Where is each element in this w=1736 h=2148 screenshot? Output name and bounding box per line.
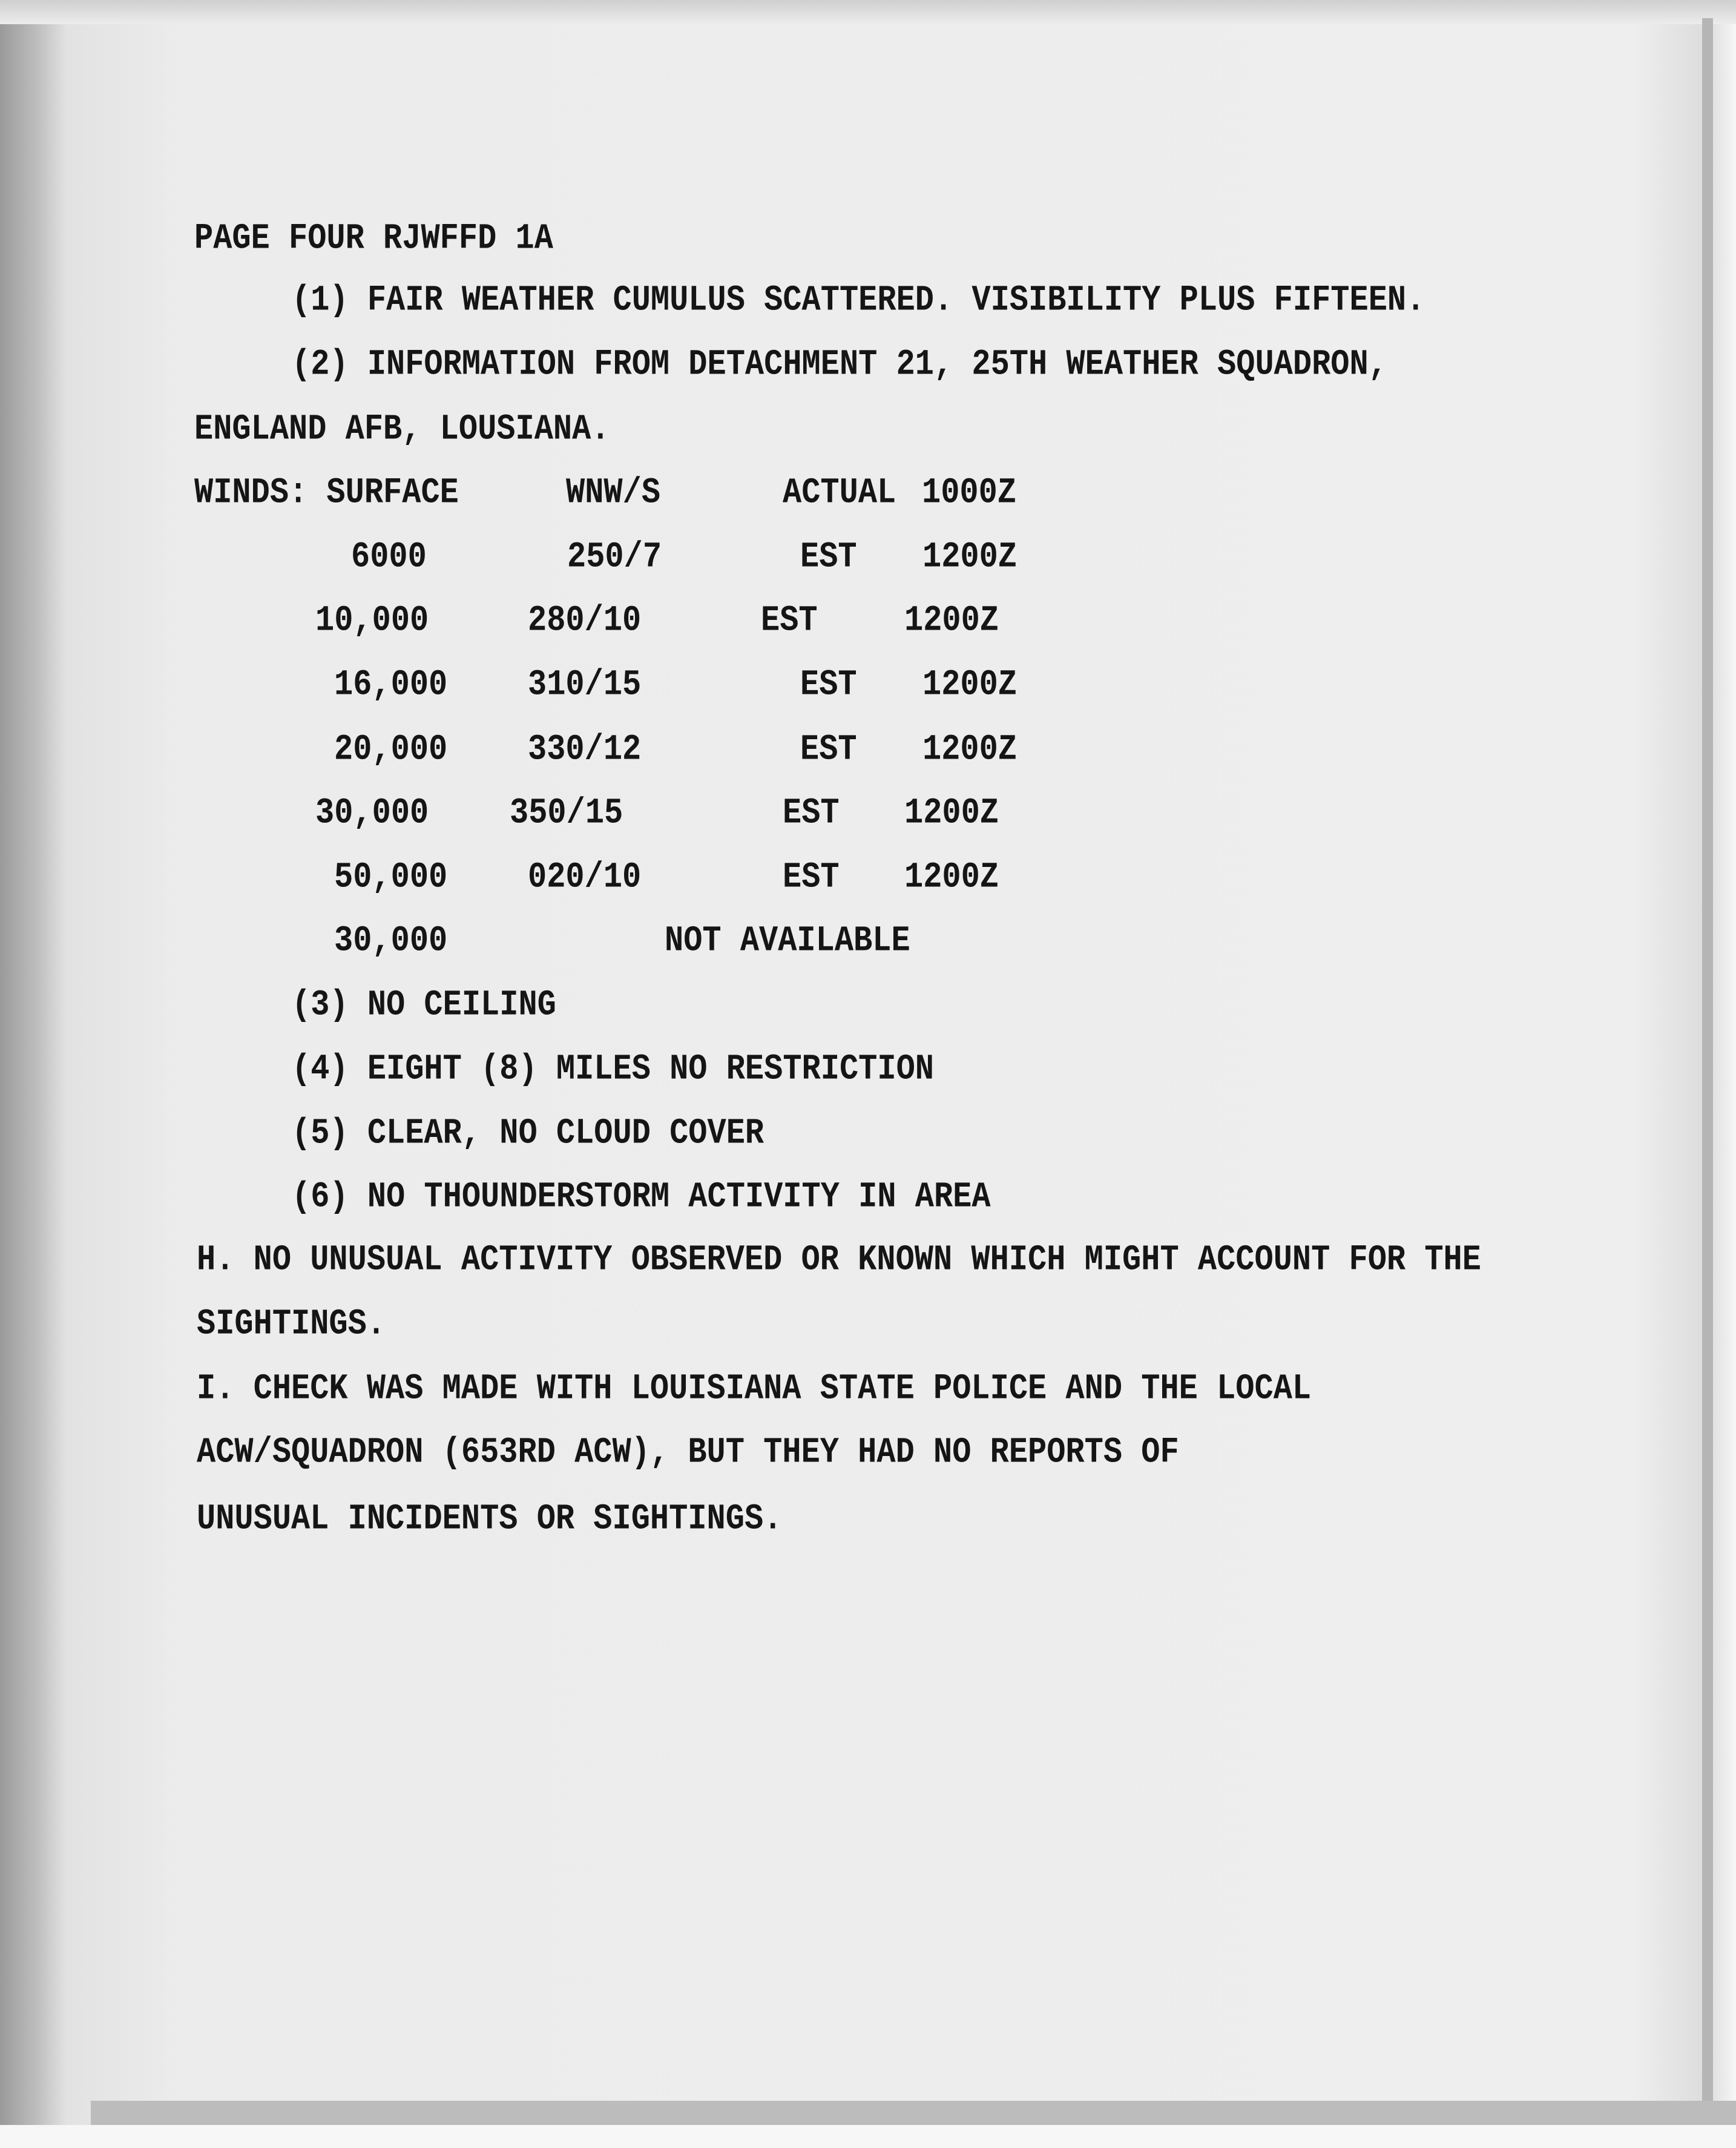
wind-time: 1200Z (904, 857, 999, 898)
wind-time: 1200Z (904, 792, 999, 834)
wind-altitude: 30,000 (334, 920, 448, 961)
page-header: PAGE FOUR RJWFFD 1A (194, 218, 553, 259)
wind-altitude: 30,000 (315, 792, 429, 834)
photo-edge-top (0, 0, 1736, 24)
item-1: (1) FAIR WEATHER CUMULUS SCATTERED. VISIBILITY PLUS FIFTEEN. (292, 280, 1425, 321)
wind-time: 1200Z (922, 729, 1018, 770)
wind-dir-speed: 280/10 (528, 600, 642, 641)
wind-type: EST (800, 536, 857, 578)
wind-altitude: 10,000 (315, 600, 429, 641)
section-i-line-1: I. CHECK WAS MADE WITH LOUISIANA STATE POLICE AND THE LOCAL (197, 1368, 1312, 1409)
winds-dir-speed: WNW/S (566, 472, 661, 513)
winds-type: ACTUAL (783, 472, 896, 513)
item-3: (3) NO CEILING (292, 984, 556, 1026)
item-5: (5) CLEAR, NO CLOUD COVER (292, 1113, 764, 1154)
photo-margin-bottom (0, 2125, 1736, 2148)
wind-dir-speed: 250/7 (567, 536, 662, 578)
winds-label: WINDS: SURFACE (194, 472, 459, 513)
wind-altitude: 16,000 (334, 664, 448, 705)
section-i-line-3: UNUSUAL INCIDENTS OR SIGHTINGS. (197, 1498, 783, 1540)
item-2-line-2: ENGLAND AFB, LOUSIANA. (194, 409, 610, 450)
item-6: (6) NO THOUNDERSTORM ACTIVITY IN AREA (292, 1176, 991, 1217)
wind-status: NOT AVAILABLE (665, 920, 910, 961)
wind-type: EST (800, 664, 857, 705)
wind-type: EST (761, 600, 818, 641)
item-4: (4) EIGHT (8) MILES NO RESTRICTION (292, 1049, 934, 1090)
wind-type: EST (783, 857, 840, 898)
wind-dir-speed: 020/10 (528, 857, 642, 898)
item-2-line-1: (2) INFORMATION FROM DETACHMENT 21, 25TH WEATHER SQUADRON, (292, 344, 1387, 385)
wind-time: 1200Z (922, 536, 1018, 578)
section-h-line-2: SIGHTINGS. (197, 1303, 386, 1345)
wind-altitude: 20,000 (334, 729, 448, 770)
wind-type: EST (800, 729, 857, 770)
wind-time: 1200Z (904, 600, 999, 641)
wind-dir-speed: 310/15 (528, 664, 642, 705)
wind-altitude: 50,000 (334, 857, 448, 898)
wind-type: EST (783, 792, 840, 834)
wind-altitude: 6000 (351, 536, 427, 578)
photo-edge-bottom (91, 2101, 1736, 2125)
section-i-line-2: ACW/SQUADRON (653RD ACW), BUT THEY HAD NO REPORTS OF (197, 1432, 1179, 1473)
section-h-line-1: H. NO UNUSUAL ACTIVITY OBSERVED OR KNOWN WHICH MIGHT ACCOUNT FOR THE (197, 1239, 1481, 1280)
wind-dir-speed: 350/15 (510, 792, 623, 834)
photo-edge-right (1702, 18, 1713, 2119)
wind-time: 1200Z (922, 664, 1018, 705)
winds-time: 1000Z (922, 472, 1017, 513)
wind-dir-speed: 330/12 (528, 729, 642, 770)
